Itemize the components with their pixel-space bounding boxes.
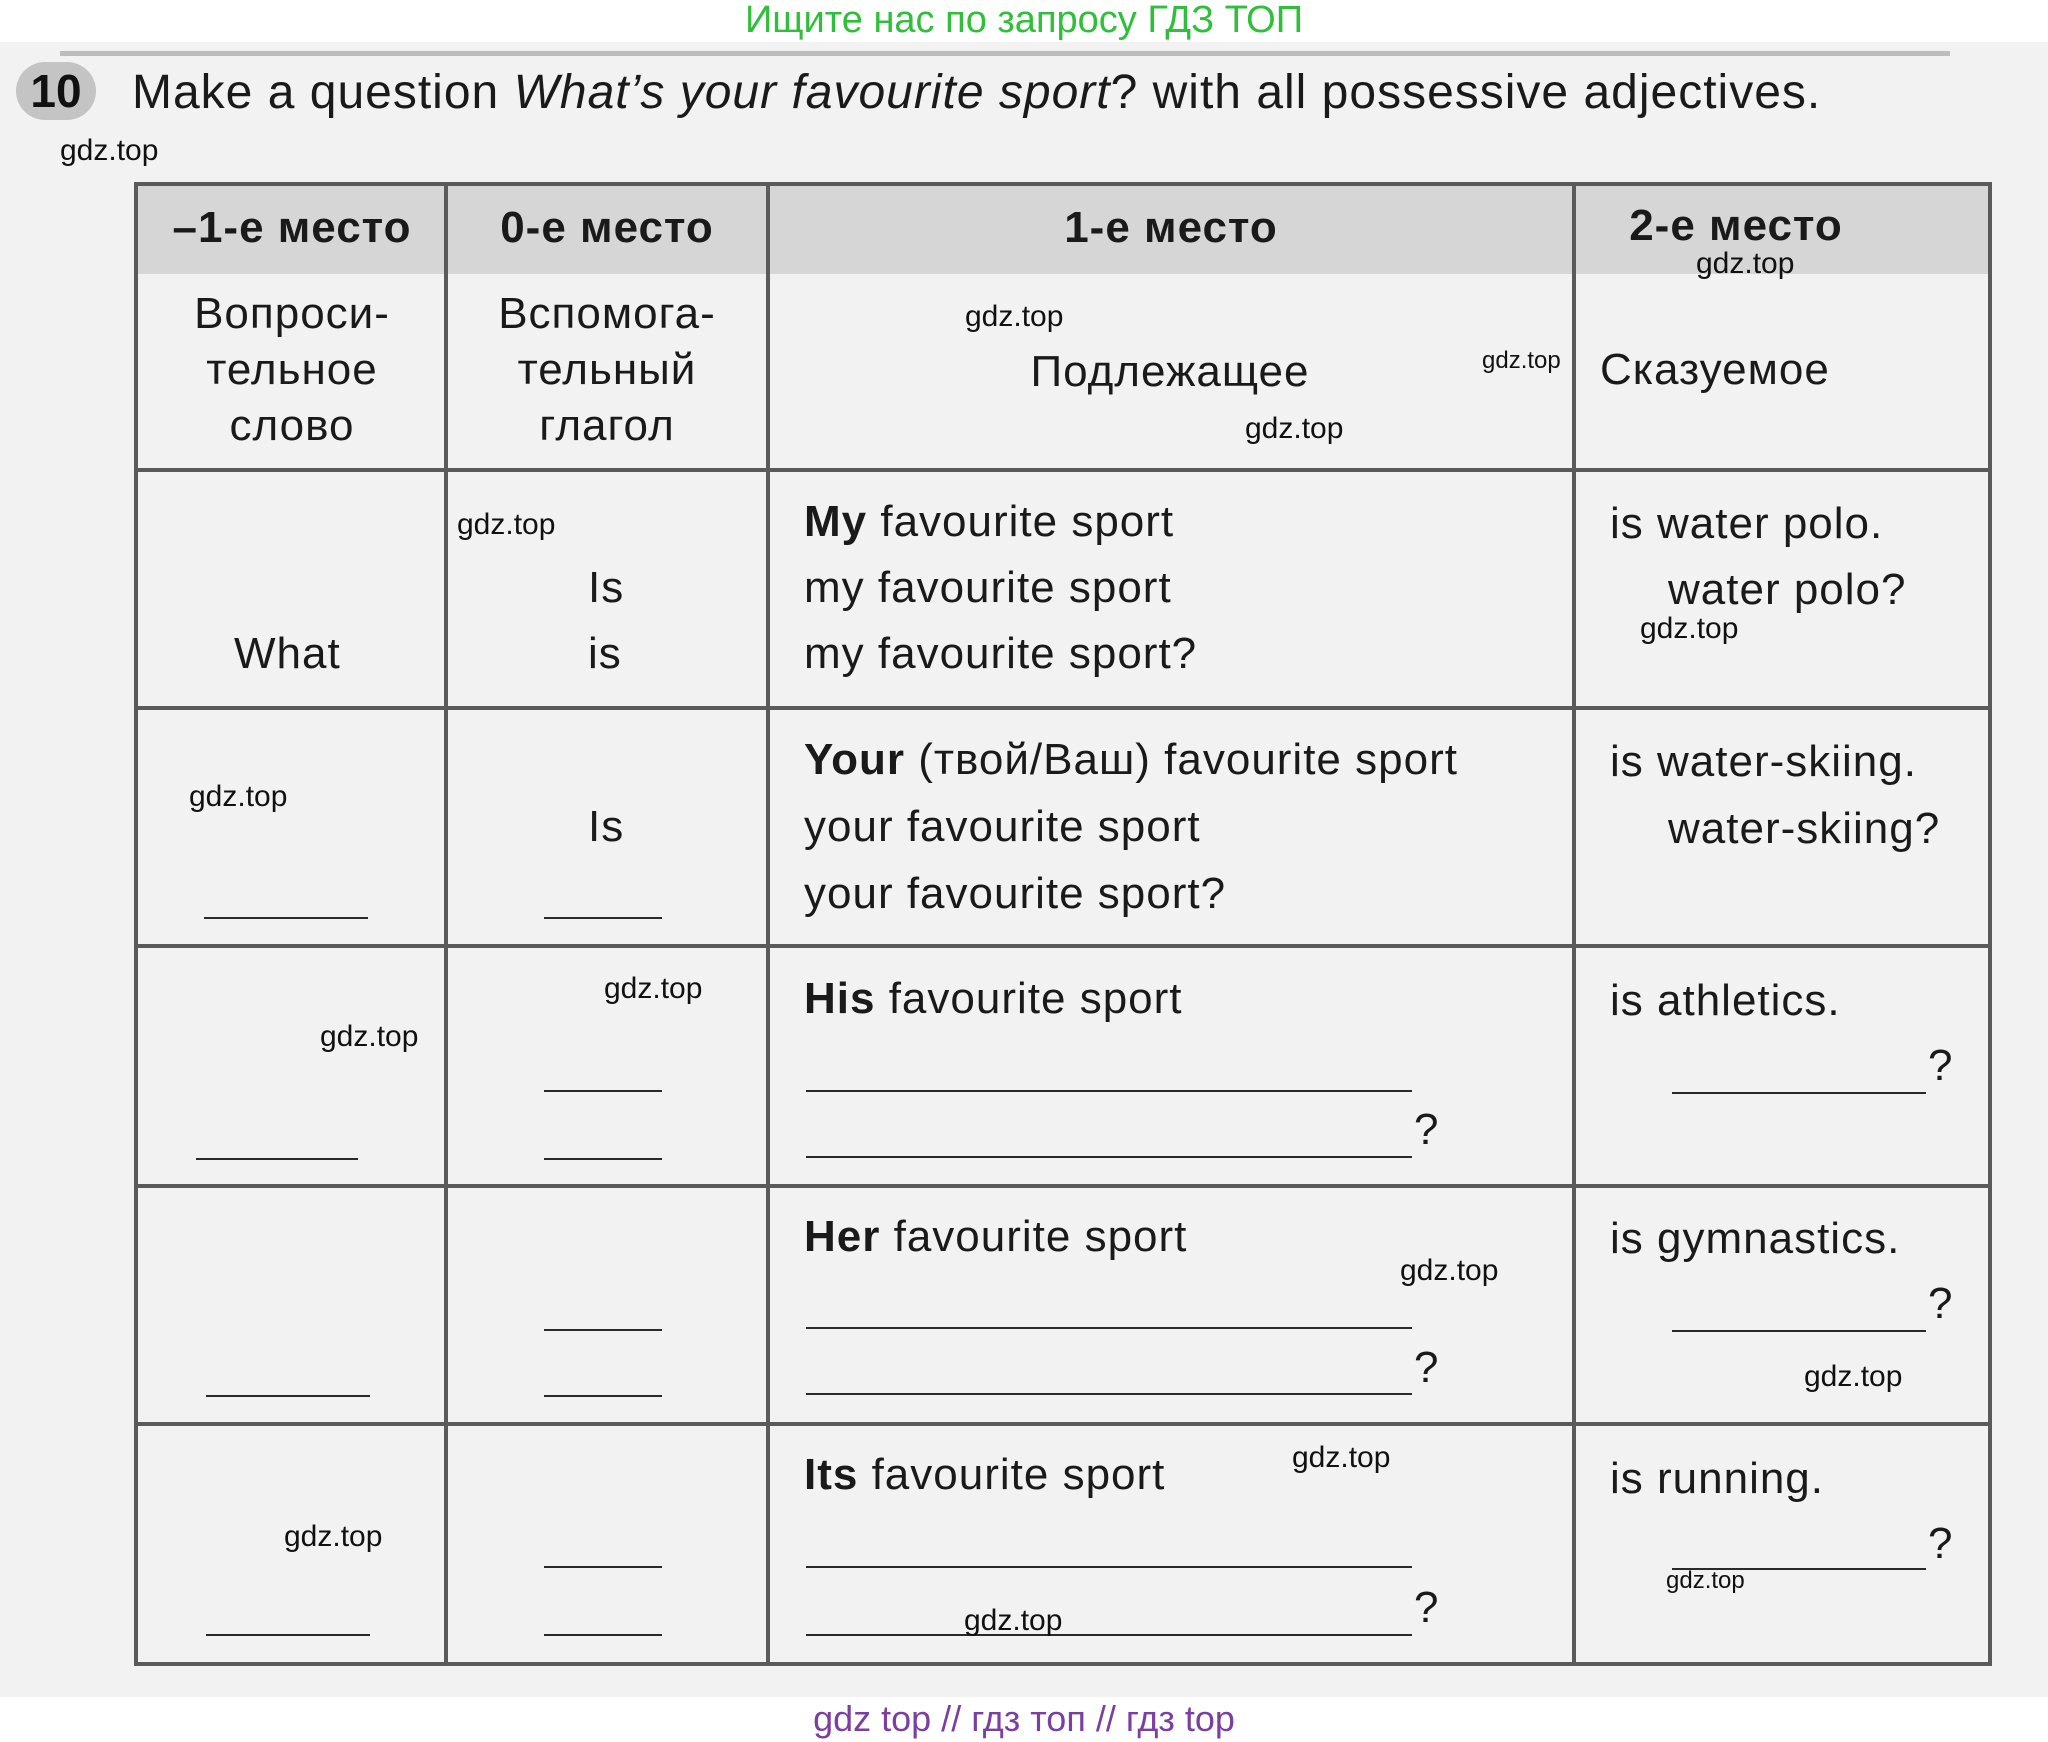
watermark: gdz.top xyxy=(1482,347,1561,374)
watermark: gdz.top xyxy=(964,1604,1063,1637)
row4-question-word-blank[interactable] xyxy=(206,1395,370,1397)
row-divider-2 xyxy=(136,706,1992,710)
row1-question-word: What xyxy=(234,629,341,678)
row3-question-word-blank[interactable] xyxy=(196,1158,358,1160)
search-hint-link[interactable]: Ищите нас по запросу ГДЗ ТОП xyxy=(744,0,1304,41)
row1-predicate-line1: is water polo. xyxy=(1610,499,1884,548)
header-col-1: 1-е место xyxy=(1064,203,1278,252)
row5-subject-text: favourite sport xyxy=(858,1450,1166,1499)
watermark: gdz.top xyxy=(60,134,159,167)
header-col-2: 2-е место xyxy=(1629,201,1843,250)
row-divider-5 xyxy=(136,1422,1992,1426)
row5-question-word-blank[interactable] xyxy=(206,1634,370,1636)
row3-aux-blank-1[interactable] xyxy=(544,1090,662,1092)
subheader-subject: Подлежащее xyxy=(1030,347,1310,396)
column-divider-2 xyxy=(766,182,770,1666)
row4-subject-blank-1[interactable] xyxy=(806,1327,1412,1329)
row5-predicate-line1: is running. xyxy=(1610,1454,1825,1503)
row2-subject-text: (твой/Ваш) favourite sport xyxy=(904,735,1458,784)
task-rule xyxy=(60,51,1950,56)
row2-aux-blank[interactable] xyxy=(544,917,662,919)
row4-subject-text: favourite sport xyxy=(880,1212,1188,1261)
subheader-question-word: Вопроси- тельное слово xyxy=(194,289,390,450)
row5-predicate-question-mark: ? xyxy=(1928,1519,1953,1568)
task-number-badge: 10 xyxy=(16,62,96,120)
row1-aux-line3: is xyxy=(588,629,622,678)
row2-predicate-line1: is water-skiing. xyxy=(1610,737,1917,786)
row2-question-word-blank[interactable] xyxy=(204,917,368,919)
row4-possessive: Her xyxy=(804,1212,881,1261)
row1-subject-text: favourite sport xyxy=(867,497,1175,546)
row1-subject-line2: my favourite sport xyxy=(804,563,1172,612)
row2-aux-line2: Is xyxy=(588,802,625,851)
row3-predicate-question-mark: ? xyxy=(1928,1041,1953,1090)
row2-subject-line3: your favourite sport? xyxy=(804,869,1227,918)
row1-predicate-line2: water polo? xyxy=(1668,565,1907,614)
row4-predicate-line1: is gymnastics. xyxy=(1610,1214,1901,1263)
row3-predicate-line1: is athletics. xyxy=(1610,976,1841,1025)
row2-subject-line2: your favourite sport xyxy=(804,802,1201,851)
table-border-bottom xyxy=(136,1662,1992,1666)
watermark: gdz.top xyxy=(1245,412,1344,445)
table-border-top xyxy=(136,182,1992,186)
header-col-0: 0-е место xyxy=(500,203,714,252)
row4-predicate-blank[interactable] xyxy=(1672,1330,1926,1332)
row-divider-4 xyxy=(136,1184,1992,1188)
table-border-left xyxy=(134,182,138,1666)
row1-aux-line2: Is xyxy=(588,563,625,612)
watermark: gdz.top xyxy=(1292,1441,1391,1474)
row5-subject-line1 xyxy=(804,1442,1165,1508)
column-divider-3 xyxy=(1572,182,1576,1666)
subheader-auxiliary-verb: Вспомога- тельный глагол xyxy=(498,289,716,450)
row5-subject-blank-1[interactable] xyxy=(806,1566,1412,1568)
row-divider-3 xyxy=(136,944,1992,948)
watermark: gdz.top xyxy=(965,300,1064,333)
row4-aux-blank-2[interactable] xyxy=(544,1395,662,1397)
row2-possessive: Your xyxy=(804,735,905,784)
row5-aux-blank-1[interactable] xyxy=(544,1566,662,1568)
row5-aux-blank-2[interactable] xyxy=(544,1634,662,1636)
watermark: gdz.top xyxy=(1400,1254,1499,1287)
row1-subject-line3: my favourite sport? xyxy=(804,629,1198,678)
row4-subject-blank-2[interactable] xyxy=(806,1393,1412,1395)
row2-subject-line1 xyxy=(804,727,1458,793)
row3-subject-text: favourite sport xyxy=(875,974,1183,1023)
row3-subject-blank-1[interactable] xyxy=(806,1090,1412,1092)
watermark: gdz.top xyxy=(604,972,703,1005)
watermark: gdz.top xyxy=(1666,1567,1745,1594)
row3-subject-blank-2[interactable] xyxy=(806,1156,1412,1158)
task-text-before: Make a question xyxy=(132,66,514,119)
row4-subject-line1 xyxy=(804,1204,1187,1270)
watermark: gdz.top xyxy=(189,780,288,813)
watermark: gdz.top xyxy=(1804,1360,1903,1393)
row1-possessive: My xyxy=(804,497,868,546)
row4-predicate-question-mark: ? xyxy=(1928,1279,1953,1328)
row3-aux-blank-2[interactable] xyxy=(544,1158,662,1160)
row1-subject-line1 xyxy=(804,489,1174,555)
row4-aux-blank-1[interactable] xyxy=(544,1329,662,1331)
row4-subject-question-mark: ? xyxy=(1414,1343,1439,1392)
table-border-right xyxy=(1988,182,1992,1666)
row3-subject-line1 xyxy=(804,966,1183,1032)
row5-subject-blank-2[interactable] xyxy=(806,1634,1412,1636)
task-text-italic: What’s your favourite sport xyxy=(513,66,1111,119)
watermark: gdz.top xyxy=(1640,612,1739,645)
watermark: gdz.top xyxy=(284,1520,383,1553)
watermark: gdz.top xyxy=(320,1020,419,1053)
row3-possessive: His xyxy=(804,974,876,1023)
task-text-after: ? with all possessive adjectives. xyxy=(1110,66,1822,119)
subheader-predicate: Сказуемое xyxy=(1600,345,1830,394)
row5-possessive: Its xyxy=(804,1450,859,1499)
row3-subject-question-mark: ? xyxy=(1414,1105,1439,1154)
task-instruction xyxy=(132,64,1821,122)
bottom-site-links[interactable]: gdz top // гдз топ // гдз top xyxy=(813,1698,1235,1739)
row3-predicate-blank[interactable] xyxy=(1672,1092,1926,1094)
watermark: gdz.top xyxy=(457,508,556,541)
row5-subject-question-mark: ? xyxy=(1414,1583,1439,1632)
watermark: gdz.top xyxy=(1696,247,1795,280)
row2-predicate-line2: water-skiing? xyxy=(1668,804,1941,853)
header-col-minus1: –1-е место xyxy=(172,203,412,252)
row-divider-1 xyxy=(136,468,1992,472)
